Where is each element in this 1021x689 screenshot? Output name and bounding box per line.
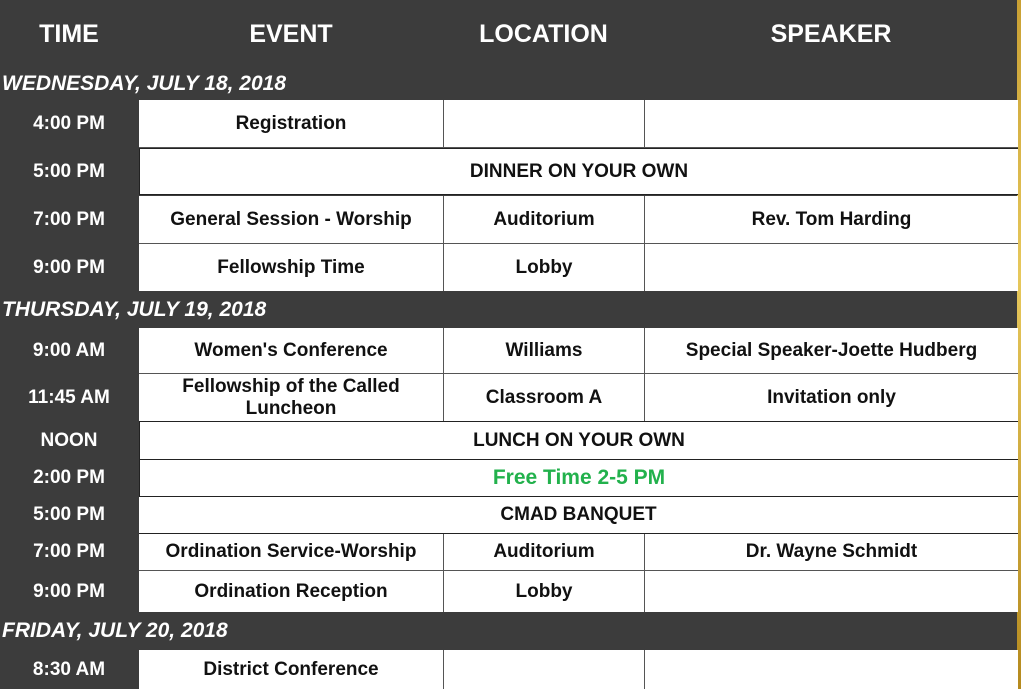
event-cell: Fellowship Time: [217, 256, 365, 278]
speaker-cell: Dr. Wayne Schmidt: [644, 534, 1018, 570]
table-row: [0, 650, 1018, 689]
table-row: [0, 100, 1018, 147]
time-cell: 7:00 PM: [33, 541, 105, 562]
speaker-cell: [644, 571, 1018, 612]
row-cells: [139, 571, 1018, 612]
time-cell: 9:00 PM: [33, 580, 105, 602]
time-cell: 4:00 PM: [33, 112, 105, 134]
row-cells: [139, 374, 1018, 421]
free-time-cell: Free Time 2-5 PM: [139, 460, 1018, 496]
time-cell: 9:00 PM: [33, 256, 105, 278]
row-cells: [139, 650, 1018, 689]
row-cells: [139, 328, 1018, 373]
table-row: [0, 422, 1018, 459]
day-banner-wednesday: WEDNESDAY, JULY 18, 2018: [2, 72, 287, 95]
event-cell: Ordination Service-Worship: [165, 541, 417, 562]
row-cells: [139, 422, 1018, 459]
location-cell: Lobby: [443, 244, 644, 291]
row-cells: [139, 497, 1018, 533]
speaker-cell: [644, 244, 1018, 291]
time-cell: 8:30 AM: [32, 658, 106, 680]
merged-event-cell: DINNER ON YOUR OWN: [139, 148, 1018, 195]
time-cell: 2:00 PM: [33, 467, 105, 488]
location-cell: Auditorium: [443, 534, 644, 570]
table-row: [0, 196, 1018, 243]
table-row: [0, 244, 1018, 291]
event-cell: General Session - Worship: [170, 208, 412, 230]
speaker-cell: [644, 100, 1018, 147]
row-cells: [139, 460, 1018, 496]
table-row: [0, 148, 1018, 195]
location-cell: [443, 100, 644, 147]
time-cell: 11:45 AM: [28, 386, 110, 408]
time-cell: 5:00 PM: [33, 504, 105, 525]
row-cells: [139, 244, 1018, 291]
merged-event-cell: CMAD BANQUET: [500, 504, 657, 525]
row-cells: [139, 196, 1018, 243]
table-row: [0, 571, 1018, 612]
table-row: [0, 328, 1018, 373]
location-cell: Williams: [443, 328, 644, 373]
location-cell: Auditorium: [443, 196, 644, 243]
event-cell: Women's Conference: [194, 339, 388, 361]
table-row: [0, 497, 1018, 533]
speaker-cell: Special Speaker-Joette Hudberg: [644, 328, 1018, 373]
event-cell: Ordination Reception: [194, 580, 388, 602]
location-cell: Classroom A: [443, 374, 644, 421]
table-row: [0, 374, 1018, 421]
header-location: LOCATION: [479, 20, 608, 48]
speaker-cell: Rev. Tom Harding: [644, 196, 1018, 243]
row-cells: [139, 148, 1018, 195]
table-header: [0, 0, 1018, 68]
header-time: TIME: [39, 20, 99, 48]
speaker-cell: Invitation only: [644, 374, 1018, 421]
time-cell: 7:00 PM: [33, 208, 105, 230]
location-cell: [443, 650, 644, 689]
header-event: EVENT: [249, 20, 333, 48]
event-cell: Registration: [235, 112, 347, 134]
speaker-cell: [644, 650, 1018, 689]
event-cell: District Conference: [203, 658, 379, 680]
time-cell: 5:00 PM: [33, 160, 105, 182]
location-cell: Lobby: [443, 571, 644, 612]
event-cell: Fellowship of the Called Luncheon: [182, 375, 400, 419]
header-speaker: SPEAKER: [770, 20, 892, 48]
day-banner-thursday: THURSDAY, JULY 19, 2018: [2, 298, 267, 321]
time-cell: NOON: [40, 429, 98, 451]
time-cell: 9:00 AM: [32, 339, 106, 361]
day-banner-friday: FRIDAY, JULY 20, 2018: [2, 619, 228, 642]
table-row: [0, 534, 1018, 570]
row-cells: [139, 534, 1018, 570]
table-row: [0, 460, 1018, 496]
row-cells: [139, 100, 1018, 147]
merged-event-cell: LUNCH ON YOUR OWN: [139, 422, 1018, 459]
